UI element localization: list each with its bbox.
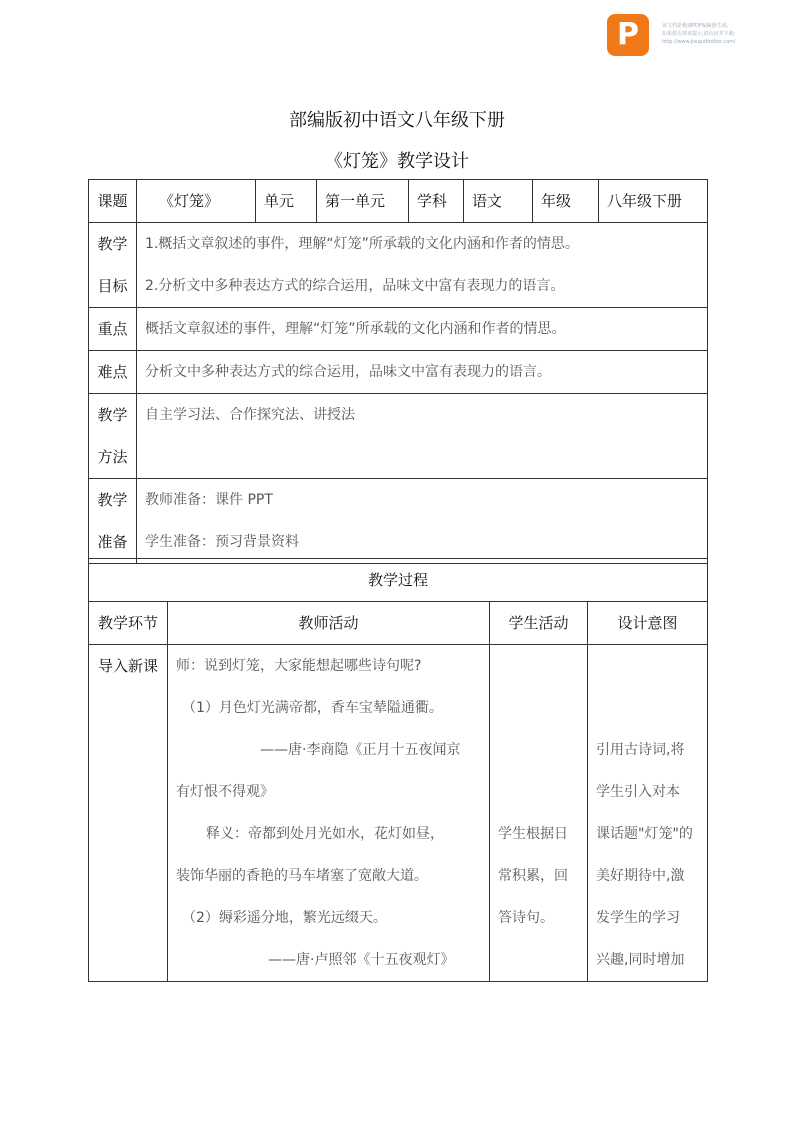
process-heading-row	[89, 559, 708, 602]
key-point-value: 概括文章叙述的事件，理解“灯笼”所承载的文化内涵和作者的情思。	[137, 308, 708, 351]
logo-letter: P	[617, 17, 639, 52]
key-point-label: 重点	[89, 308, 137, 351]
subject-label: 学科	[409, 180, 464, 223]
prep-value	[137, 479, 708, 564]
intent-line: 兴趣,同时增加	[596, 952, 685, 968]
teacher-prep: 教师准备：课件 PPT	[145, 492, 273, 508]
doc-title: 部编版初中语文八年级下册	[289, 110, 505, 131]
unit-label: 单元	[256, 180, 317, 223]
process-header-row	[89, 602, 708, 645]
subject-value: 语文	[464, 180, 533, 223]
goals-label: 教学 目标	[89, 223, 137, 308]
method-label: 教学 方法	[89, 394, 137, 479]
prep-label: 教学 准备	[89, 479, 137, 564]
prep-row	[89, 479, 708, 564]
topic-label: 课题	[89, 180, 137, 223]
intent-line: 学生引入对本	[596, 784, 680, 800]
lesson-info-table	[88, 179, 708, 564]
design-intent	[588, 645, 708, 982]
method-value: 自主学习法、合作探究法、讲授法	[137, 394, 708, 479]
info-row	[89, 180, 708, 223]
teacher-line: （2）缛彩遥分地，繁光远缀天。	[182, 910, 387, 926]
difficulty-label: 难点	[89, 351, 137, 394]
watermark-line: 该文档是极速PDF编辑器生成,	[662, 23, 729, 29]
intent-line: 课话题"灯笼"的	[596, 826, 693, 842]
intent-line: 发学生的学习	[596, 910, 680, 926]
process-heading: 教学过程	[89, 559, 708, 602]
student-line: 常积累，回	[498, 868, 568, 884]
teacher-line: 有灯恨不得观》	[176, 784, 274, 800]
intro-row	[89, 645, 708, 982]
intent-line: 引用古诗词,将	[596, 742, 685, 758]
teacher-line: 装饰华丽的香艳的马车堵塞了宽敞大道。	[176, 868, 428, 884]
pdf-editor-logo	[607, 14, 649, 56]
watermark-line: 如果想去掉该提示,请访问并下载:	[662, 31, 736, 37]
method-row	[89, 394, 708, 479]
grade-label: 年级	[533, 180, 599, 223]
teacher-line: 师：说到灯笼，大家能想起哪些诗句呢?	[176, 658, 422, 674]
stage-cell: 导入新课	[89, 645, 168, 982]
difficulty-value: 分析文中多种表达方式的综合运用，品味文中富有表现力的语言。	[137, 351, 708, 394]
col-intent: 设计意图	[588, 602, 708, 645]
grade-value: 八年级下册	[599, 180, 708, 223]
teacher-line: （1）月色灯光满帝都，香车宝辇隘通衢。	[182, 700, 443, 716]
difficulty-row	[89, 351, 708, 394]
unit-value: 第一单元	[317, 180, 409, 223]
key-point-row	[89, 308, 708, 351]
col-stage: 教学环节	[89, 602, 168, 645]
doc-subtitle: 《灯笼》教学设计	[325, 151, 469, 172]
intent-line: 美好期待中,激	[596, 868, 685, 884]
col-student: 学生活动	[490, 602, 588, 645]
teacher-line: ——唐·李商隐《正月十五夜闻京	[260, 742, 461, 758]
goals-value: 1.概括文章叙述的事件，理解“灯笼”所承载的文化内涵和作者的情思。 2.分析文中多种表达方式的综合运用，品味文中富有表现力的语言。	[137, 223, 708, 308]
topic-value: 《灯笼》	[137, 180, 256, 223]
watermark-link[interactable]: http://www.jisupdfeditor.com/	[662, 39, 736, 45]
student-line: 学生根据日	[498, 826, 568, 842]
student-activity	[490, 645, 588, 982]
teacher-activity	[168, 645, 490, 982]
process-table	[88, 558, 708, 982]
student-prep: 学生准备：预习背景资料	[145, 534, 299, 550]
col-teacher: 教师活动	[168, 602, 490, 645]
teacher-line: 释义：帝都到处月光如水，花灯如昼，	[206, 826, 444, 842]
goals-row	[89, 223, 708, 308]
watermark-text	[662, 22, 792, 46]
teacher-line: ——唐·卢照邻《十五夜观灯》	[268, 952, 455, 968]
student-line: 答诗句。	[498, 910, 554, 926]
